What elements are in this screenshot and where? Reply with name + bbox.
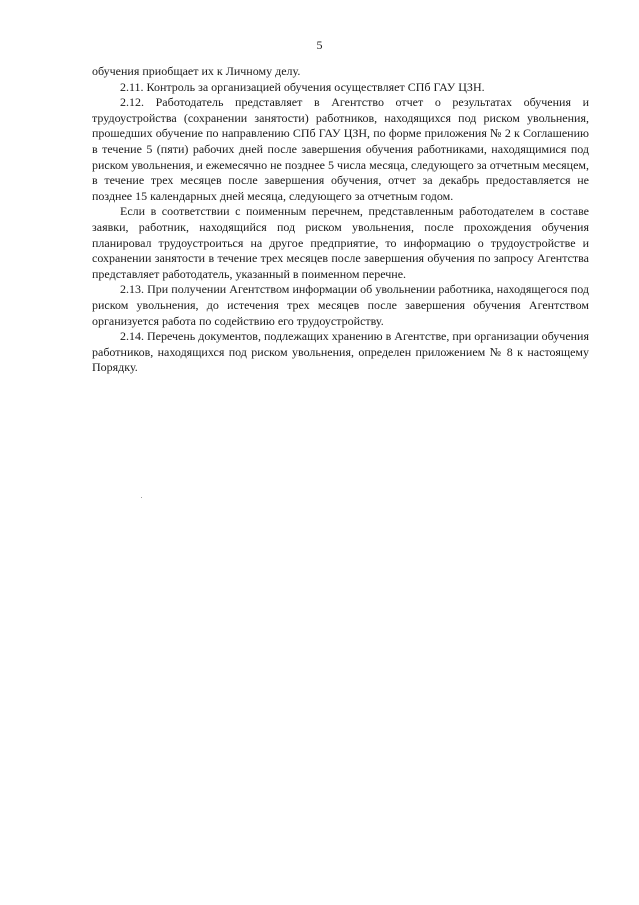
paragraph-2-12: 2.12. Работодатель представляет в Агентство отчет о результатах обучения и трудоустройства (сохранении занятости) работников, находящихся под риском увольнения, прошедших обучение по направлению СПб ГАУ ЦЗН, по форме приложения № 2 к Соглашению в течение 5 (пяти) рабочих дней после завершения обучения работниками, находящимися под риском увольнения, и ежемесячно не позднее 5 числа месяца, следующего за отчетным месяцем, в течение трех месяцев после завершения обучения, отчет за декабрь предоставляется не позднее 15 календарных дней месяца, следующего за отчетным годом. bbox=[92, 95, 589, 203]
scan-speck bbox=[141, 497, 142, 498]
paragraph-2-14: 2.14. Перечень документов, подлежащих хранению в Агентстве, при организации обучения работников, находящихся под риском увольнения, определен приложением № 8 к настоящему Порядку. bbox=[92, 329, 590, 375]
paragraph-2-11: 2.11. Контроль за организацией обучения осуществляет СПб ГАУ ЦЗН. bbox=[120, 79, 485, 94]
paragraph-2-13: 2.13. При получении Агентством информации об увольнении работника, находящегося под риском увольнения, до истечения трех месяцев после завершения обучения Агентством организуется работа по содействию его трудоустройству. bbox=[92, 282, 589, 328]
page-number: 5 bbox=[316, 38, 323, 52]
document-body bbox=[92, 64, 589, 376]
paragraph-2-12-addendum: Если в соответствии с поименным перечнем, представленным работодателем в составе заявки, работник, находящийся под риском увольнения, после прохождения обучения планировал трудоустроиться на другое предприятие, то информацию о трудоустройстве и сохранении занятости в течение трех месяцев после завершения обучения по запросу Агентства представляет работодатель, указанный в поименном перечне. bbox=[92, 204, 589, 281]
paragraph-continuation: обучения приобщает их к Личному делу. bbox=[92, 64, 301, 78]
